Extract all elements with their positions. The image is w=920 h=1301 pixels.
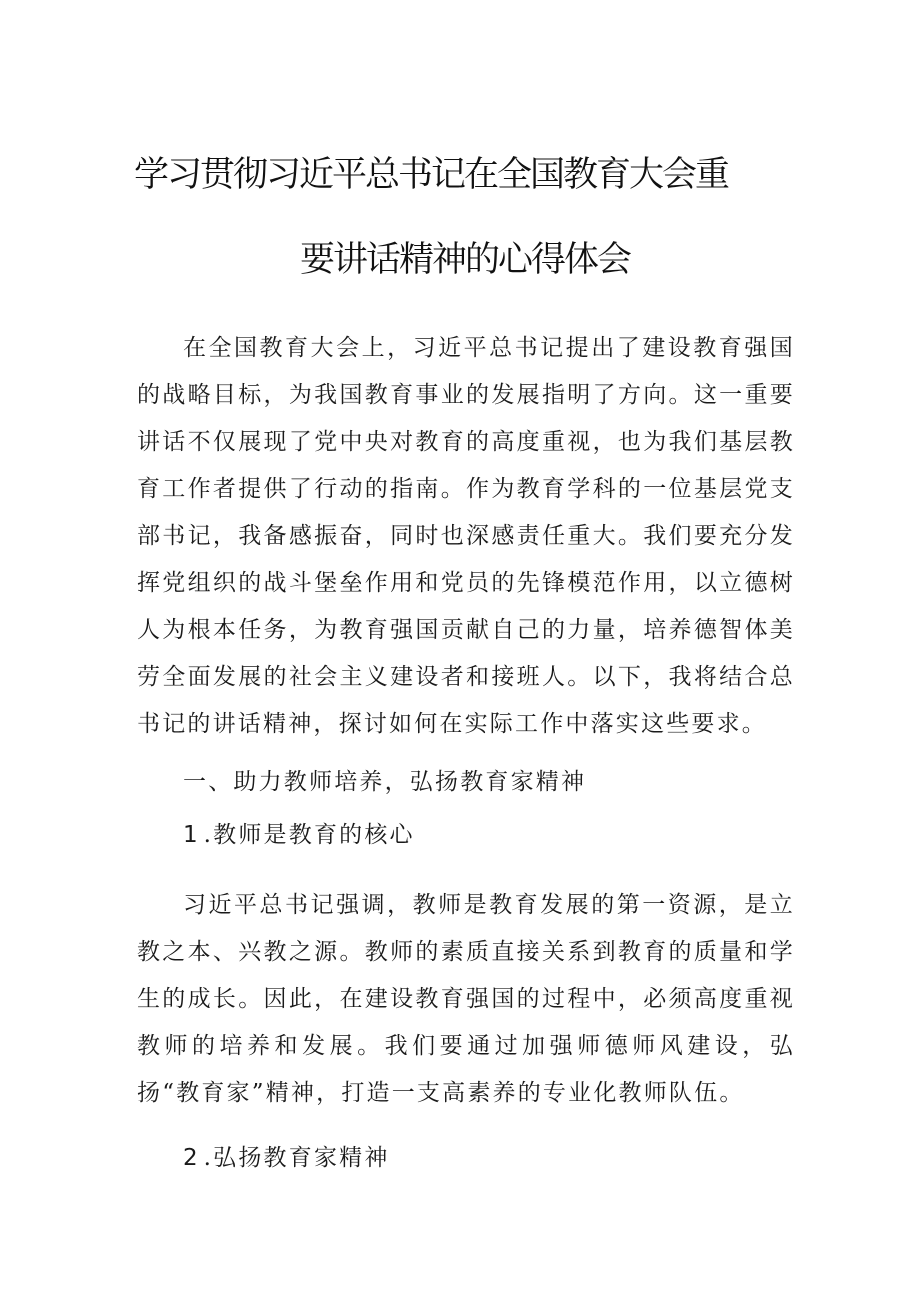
subsection-heading-2 [183,1135,390,1182]
subsection-title: .弘扬教育家精神 [203,1145,390,1171]
body-paragraph: 习近平总书记强调，教师是教育发展的第一资源，是立教之本、兴教之源。教师的素质直接关系到教育的质量和学生的成长。因此，在建设教育强国的过程中，必须高度重视教师的培养和发展。我们要通过加强师德师风建设，弘扬“教育家”精神，打造一支高素养的专业化教师队伍。 [137,892,795,1106]
subsection-number: 1 [183,822,198,848]
document-title-line1: 学习贯彻习近平总书记在全国教育大会重 [134,155,729,195]
subsection-number: 2 [183,1145,198,1171]
intro-paragraph: 在全国教育大会上，习近平总书记提出了建设教育强国的战略目标，为我国教育事业的发展指明了方向。这一重要讲话不仅展现了党中央对教育的高度重视，也为我们基层教育工作者提供了行动的指南。作为教育学科的一位基层党支部书记，我备感振奋，同时也深感责任重大。我们要充分发挥党组织的战斗堡垒作用和党员的先锋模范作用，以立德树人为根本任务，为教育强国贡献自己的力量，培养德智体美劳全面发展的社会主义建设者和接班人。以下，我将结合总书记的讲话精神，探讨如何在实际工作中落实这些要求。 [137,335,795,737]
document-title-line2: 要讲话精神的心得体会 [300,240,631,280]
subsection-title: .教师是教育的核心 [203,822,415,848]
section-heading: 一、助力教师培养，弘扬教育家精神 [183,769,587,795]
subsection-heading-1 [183,812,415,859]
